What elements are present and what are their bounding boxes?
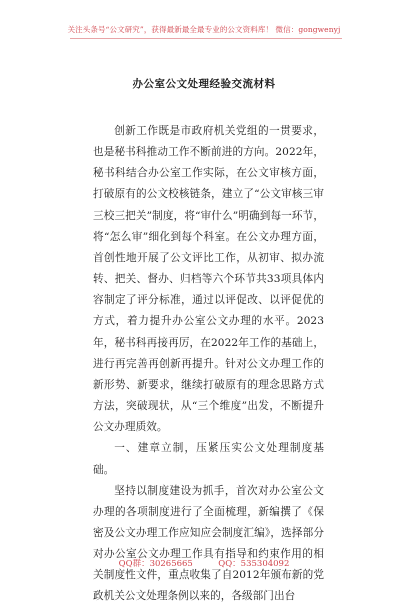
promo-banner: 关注头条号“公文研究”，获得最新最全最专业的公文资料库！ 微信：gongwenyj <box>67 25 341 34</box>
footer-contact <box>0 557 408 569</box>
qq-contact-label: QQ：535304092 <box>218 559 290 569</box>
qq-group-label: QQ群：30265665 <box>118 559 193 569</box>
body-paragraph: 创新工作既是市政府机关党组的一贯要求，也是秘书科推动工作不断前进的方向。2022年，秘书科结合办公室工作实际，在公文审核方面，打破原有的公文校核链条，建立了“公文审核三审三校三把关”制度，将“审什么”明确到每一环节，将“怎么审”细化到每个科室。在公文办理方面，首创性地开展了公文评比工作，从初审、拟办流转、把关、督办、归档等六个环节共33项具体内容制定了评分标准，通过以评促改、以评促优的方式，着力提升办公室公文办理的水平。2023年，秘书科再接再厉，在2022年工作的基础上，进行再完善再创新再提升。针对公文办理工作的新形势、新要求，继续打破原有的理念思路方式方法，突破现状，从“三个维度”出发，不断提升公文办理质效。 <box>93 125 324 434</box>
document-body <box>93 121 324 608</box>
header-divider <box>70 38 342 39</box>
section-heading: 一、建章立制，压紧压实公文处理制度基础。 <box>93 442 324 476</box>
section-paragraph: 坚持以制度建设为抓手，首次对办公室公文办理的各项制度进行了全面梳理，新编撰了《保密及公文办理工作应知应会制度汇编》，选择部分对办公室公文办理工作具有指导和约束作用的相关制度性文件，重点收集了自2012年颁布新的党政机关公文处理条例以来的，各级部门出台 <box>93 484 324 603</box>
document-title: 办公室公文处理经验交流材料 <box>132 78 276 90</box>
